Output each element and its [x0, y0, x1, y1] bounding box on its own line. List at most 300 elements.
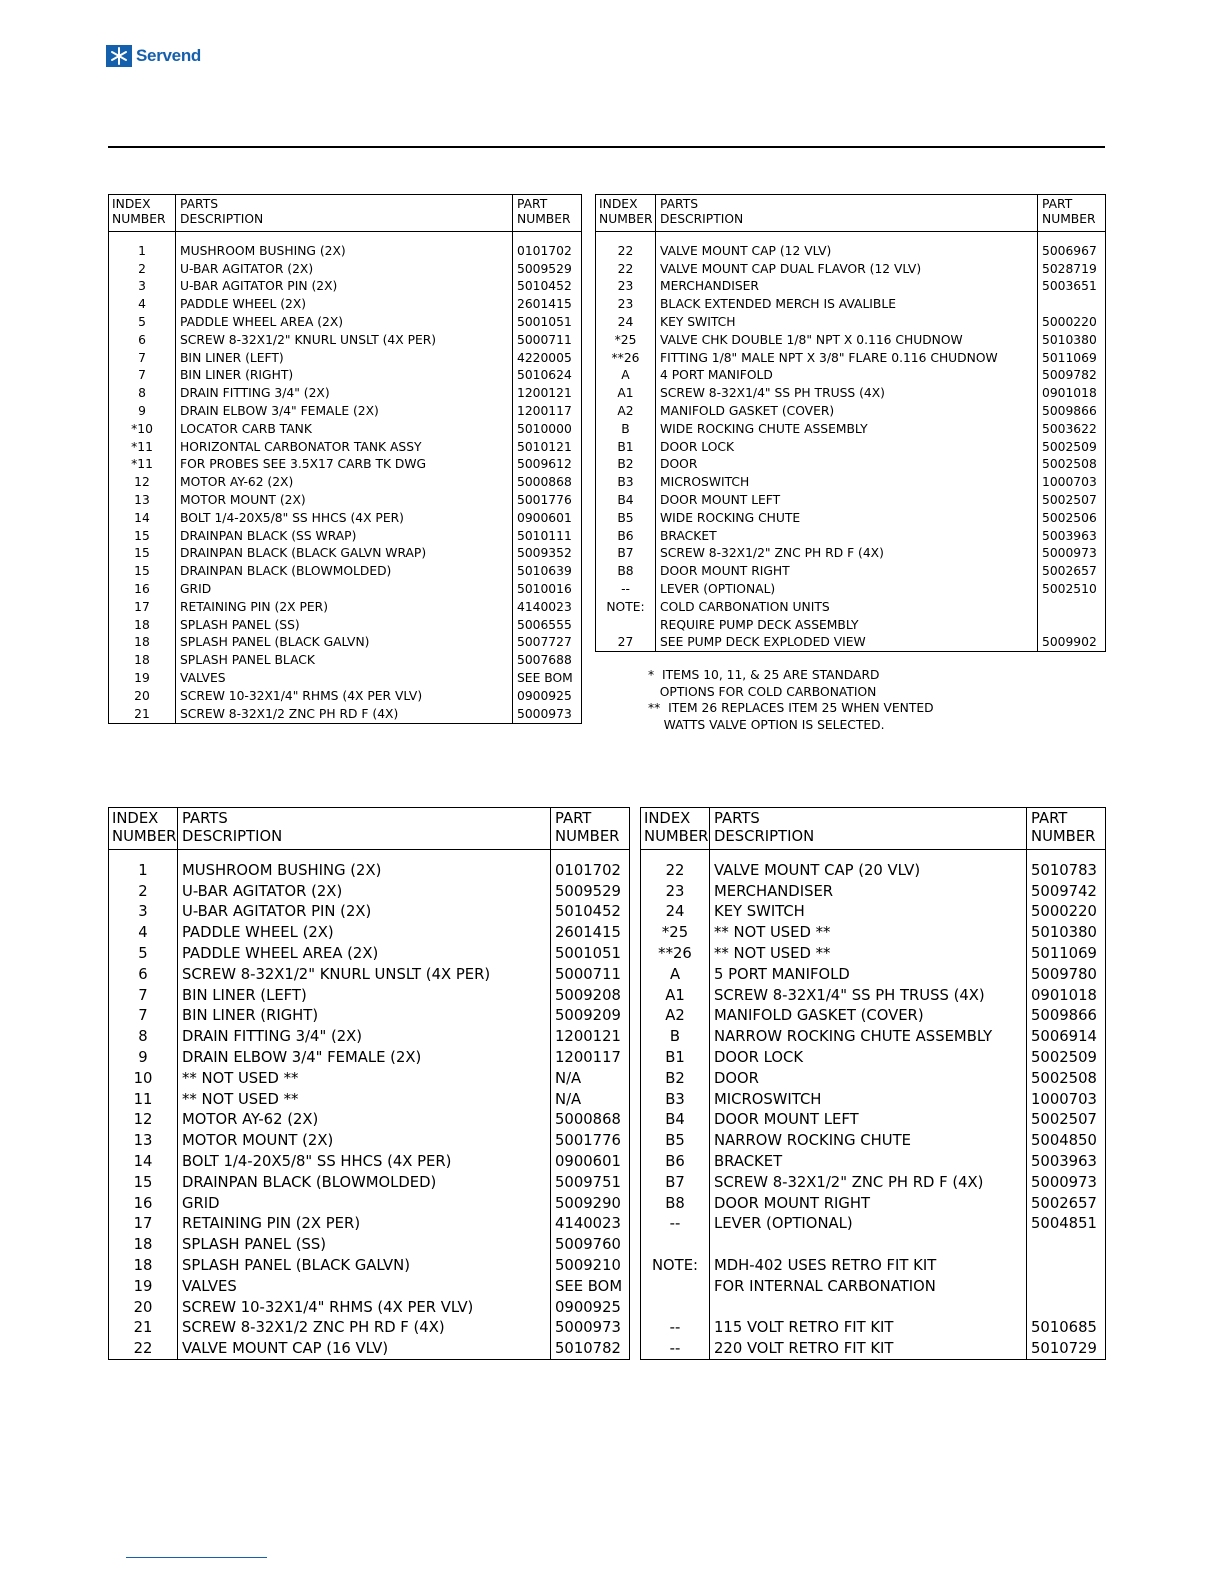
part-number-cell: 1200121 — [517, 386, 572, 401]
index-number-cell: B4 — [641, 1110, 710, 1131]
part-number-cell: 5000973 — [517, 706, 572, 721]
description-cell: DRAIN FITTING 3/4" (2X) — [176, 384, 513, 402]
description-cell: 220 VOLT RETRO FIT KIT — [710, 1338, 1027, 1359]
table-row — [109, 260, 582, 278]
table-row — [641, 1026, 1106, 1047]
table-row — [596, 260, 1106, 278]
index-number-cell: B4 — [596, 491, 656, 509]
part-number-cell: 5010111 — [517, 528, 572, 543]
index-number-cell: B7 — [641, 1172, 710, 1193]
part-number-cell: 5010685 — [1031, 1319, 1097, 1337]
servend-logo — [106, 45, 201, 67]
table-row — [596, 278, 1106, 296]
part-number-cell: 5010452 — [555, 903, 621, 921]
brand-name: Servend — [136, 46, 201, 65]
part-number-cell: 5010121 — [517, 439, 572, 454]
index-number-cell: 5 — [109, 313, 176, 331]
part-number-cell: 5000973 — [1042, 546, 1097, 561]
part-number-cell — [1027, 1276, 1106, 1297]
table-row — [109, 1255, 630, 1276]
table-row — [109, 349, 582, 367]
index-number-cell — [641, 1234, 710, 1255]
description-cell: RETAINING PIN (2X PER) — [178, 1214, 551, 1235]
description-cell: DRAIN FITTING 3/4" (2X) — [178, 1026, 551, 1047]
description-cell: HORIZONTAL CARBONATOR TANK ASSY — [176, 438, 513, 456]
description-cell: U-BAR AGITATOR (2X) — [176, 260, 513, 278]
index-number-cell: 19 — [109, 1276, 178, 1297]
table-row — [109, 1234, 630, 1255]
description-cell: DOOR MOUNT LEFT — [710, 1110, 1027, 1131]
part-number-cell: 5009866 — [1042, 404, 1097, 419]
index-number-cell: 14 — [109, 1151, 178, 1172]
description-cell: LEVER (OPTIONAL) — [710, 1214, 1027, 1235]
index-number-cell: B5 — [596, 509, 656, 527]
description-cell: SCREW 8-32X1/4" SS PH TRUSS (4X) — [710, 985, 1027, 1006]
table-row — [109, 562, 582, 580]
index-number-cell: -- — [641, 1214, 710, 1235]
index-number-cell: A1 — [596, 384, 656, 402]
table-row — [109, 384, 582, 402]
description-cell: 115 VOLT RETRO FIT KIT — [710, 1318, 1027, 1339]
part-number-cell: 5010380 — [1031, 924, 1097, 942]
part-number-cell: 5003622 — [1042, 421, 1097, 436]
table-row — [109, 964, 630, 985]
table-row — [109, 1151, 630, 1172]
part-number-cell: 2601415 — [517, 297, 572, 312]
note-1-line-2: OPTIONS FOR COLD CARBONATION — [648, 684, 877, 699]
description-cell: MANIFOLD GASKET (COVER) — [656, 402, 1038, 420]
description-cell: SCREW 10-32X1/4" RHMS (4X PER VLV) — [178, 1297, 551, 1318]
index-number-cell: 22 — [109, 1338, 178, 1359]
part-number-header: PART NUMBER — [1038, 195, 1106, 232]
description-cell: MANIFOLD GASKET (COVER) — [710, 1006, 1027, 1027]
table-row — [109, 456, 582, 474]
parts-table-3 — [108, 807, 630, 1360]
part-number-cell: 5009612 — [517, 457, 572, 472]
table-row — [109, 545, 582, 563]
part-number-cell: 5009902 — [1042, 635, 1097, 650]
part-number-cell: 5010624 — [517, 368, 572, 383]
part-number-cell: 5000220 — [1042, 315, 1097, 330]
table-row — [641, 1006, 1106, 1027]
part-number-cell: 5011069 — [1042, 350, 1097, 365]
table-row — [641, 1089, 1106, 1110]
description-cell: NARROW ROCKING CHUTE ASSEMBLY — [710, 1026, 1027, 1047]
part-number-cell: 5001776 — [555, 1132, 621, 1150]
table-row — [641, 1130, 1106, 1151]
description-cell: FITTING 1/8" MALE NPT X 3/8" FLARE 0.116 CHUDNOW — [656, 349, 1038, 367]
part-number-cell: 1200117 — [555, 1049, 621, 1067]
description-cell: KEY SWITCH — [710, 902, 1027, 923]
description-cell: 5 PORT MANIFOLD — [710, 964, 1027, 985]
index-number-cell: **26 — [641, 943, 710, 964]
index-number-cell: 10 — [109, 1068, 178, 1089]
part-number-cell: 4140023 — [555, 1215, 621, 1233]
index-number-cell: *11 — [109, 438, 176, 456]
note-2-line-2: WATTS VALVE OPTION IS SELECTED. — [648, 717, 885, 732]
part-number-cell: 5028719 — [1042, 261, 1097, 276]
table-row — [109, 1276, 630, 1297]
part-number-cell — [1038, 616, 1106, 634]
description-cell: MERCHANDISER — [656, 278, 1038, 296]
table-row — [109, 367, 582, 385]
table-row — [596, 232, 1106, 260]
description-cell: WIDE ROCKING CHUTE — [656, 509, 1038, 527]
description-cell: DRAINPAN BLACK (SS WRAP) — [176, 527, 513, 545]
description-cell: U-BAR AGITATOR (2X) — [178, 881, 551, 902]
index-number-cell: B5 — [641, 1130, 710, 1151]
index-number-cell: B7 — [596, 545, 656, 563]
table-row — [641, 985, 1106, 1006]
table-row — [109, 1318, 630, 1339]
part-number-cell: 5007727 — [517, 635, 572, 650]
part-number-cell: 5011069 — [1031, 945, 1097, 963]
index-number-cell: 24 — [596, 313, 656, 331]
index-number-cell: B8 — [596, 562, 656, 580]
description-cell: DOOR LOCK — [656, 438, 1038, 456]
parts-table-4 — [640, 807, 1106, 1360]
index-number-cell: 9 — [109, 402, 176, 420]
part-number-cell: 5002510 — [1042, 582, 1097, 597]
table-row — [109, 902, 630, 923]
description-cell: PADDLE WHEEL (2X) — [176, 295, 513, 313]
part-number-cell: 5010000 — [517, 421, 572, 436]
index-number-cell: *10 — [109, 420, 176, 438]
index-number-cell: 6 — [109, 331, 176, 349]
part-number-cell: 5009866 — [1031, 1007, 1097, 1025]
table-header-row — [109, 808, 630, 850]
table-row — [109, 850, 630, 881]
description-cell: COLD CARBONATION UNITS — [656, 598, 1038, 616]
description-cell: MDH-402 USES RETRO FIT KIT — [710, 1255, 1027, 1276]
table-row — [596, 509, 1106, 527]
description-cell: FOR PROBES SEE 3.5X17 CARB TK DWG — [176, 456, 513, 474]
index-number-cell: A2 — [596, 402, 656, 420]
index-number-cell: 17 — [109, 1214, 178, 1235]
index-number-cell: B1 — [641, 1047, 710, 1068]
table-row — [109, 1130, 630, 1151]
index-number-cell: -- — [596, 580, 656, 598]
part-number-cell: 5000868 — [517, 475, 572, 490]
description-cell: VALVE CHK DOUBLE 1/8" NPT X 0.116 CHUDNOW — [656, 331, 1038, 349]
index-number-cell: 7 — [109, 985, 178, 1006]
part-number-cell: 5009742 — [1031, 882, 1097, 900]
part-number-cell: 5006914 — [1031, 1028, 1097, 1046]
part-number-cell: 5009782 — [1042, 368, 1097, 383]
description-cell: SPLASH PANEL (BLACK GALVN) — [176, 634, 513, 652]
index-number-cell: 11 — [109, 1089, 178, 1110]
part-number-cell: 5009780 — [1031, 965, 1097, 983]
index-number-cell: 5 — [109, 943, 178, 964]
description-cell: MICROSWITCH — [656, 473, 1038, 491]
part-number-cell: 0101702 — [555, 861, 621, 879]
description-cell: VALVES — [176, 669, 513, 687]
table-row — [109, 1172, 630, 1193]
index-number-cell: 6 — [109, 964, 178, 985]
description-cell: GRID — [176, 580, 513, 598]
index-number-cell: 18 — [109, 1234, 178, 1255]
description-cell: SCREW 8-32X1/2" KNURL UNSLT (4X PER) — [176, 331, 513, 349]
description-cell: DRAINPAN BLACK (BLOWMOLDED) — [178, 1172, 551, 1193]
index-number-cell: 23 — [596, 278, 656, 296]
index-number-cell: 7 — [109, 349, 176, 367]
description-cell: PADDLE WHEEL AREA (2X) — [176, 313, 513, 331]
description-cell: DOOR MOUNT RIGHT — [656, 562, 1038, 580]
index-number-cell: 21 — [109, 705, 176, 723]
description-cell: ** NOT USED ** — [178, 1089, 551, 1110]
part-number-cell: 5006967 — [1042, 243, 1097, 258]
index-number-cell: 18 — [109, 616, 176, 634]
description-cell: BIN LINER (LEFT) — [178, 985, 551, 1006]
index-number-cell: *11 — [109, 456, 176, 474]
part-number-cell: SEE BOM — [555, 1277, 623, 1295]
description-cell: WIDE ROCKING CHUTE ASSEMBLY — [656, 420, 1038, 438]
index-number-cell — [641, 1276, 710, 1297]
index-number-cell: 24 — [641, 902, 710, 923]
index-number-cell: 15 — [109, 1172, 178, 1193]
footer-rule — [126, 1557, 267, 1558]
index-number-header: INDEX NUMBER — [109, 808, 178, 850]
part-number-cell: 0900925 — [517, 688, 572, 703]
table-row — [641, 902, 1106, 923]
part-number-cell: 5009760 — [555, 1236, 621, 1254]
part-number-cell: 5000973 — [555, 1319, 621, 1337]
index-number-cell: 19 — [109, 669, 176, 687]
table-row — [596, 562, 1106, 580]
part-number-cell: 5010783 — [1031, 861, 1097, 879]
part-number-cell: 5000220 — [1031, 903, 1097, 921]
description-cell: DOOR MOUNT RIGHT — [710, 1193, 1027, 1214]
index-number-cell: -- — [641, 1318, 710, 1339]
table-row — [109, 705, 582, 723]
description-cell: LOCATOR CARB TANK — [176, 420, 513, 438]
table-header-row — [596, 195, 1106, 232]
table-row — [641, 943, 1106, 964]
table-row — [641, 1068, 1106, 1089]
table-row — [641, 1151, 1106, 1172]
part-number-cell: 5009352 — [517, 546, 572, 561]
table-row — [596, 598, 1106, 616]
index-number-cell: 23 — [596, 295, 656, 313]
part-number-cell — [1038, 295, 1106, 313]
index-number-cell: 16 — [109, 580, 176, 598]
part-number-cell — [1027, 1255, 1106, 1276]
table-row — [109, 922, 630, 943]
index-number-cell: 3 — [109, 902, 178, 923]
index-number-cell: B6 — [641, 1151, 710, 1172]
index-number-cell: 15 — [109, 545, 176, 563]
table-row — [641, 1110, 1106, 1131]
description-cell: DOOR — [656, 456, 1038, 474]
table-row — [641, 1297, 1106, 1318]
index-number-cell: 15 — [109, 562, 176, 580]
index-number-cell: 16 — [109, 1193, 178, 1214]
description-cell: BOLT 1/4-20X5/8" SS HHCS (4X PER) — [178, 1151, 551, 1172]
description-cell: SPLASH PANEL (SS) — [178, 1234, 551, 1255]
table-row — [109, 1089, 630, 1110]
parts-description-header: PARTS DESCRIPTION — [176, 195, 513, 232]
description-cell: KEY SWITCH — [656, 313, 1038, 331]
description-cell: DOOR LOCK — [710, 1047, 1027, 1068]
index-number-cell: B8 — [641, 1193, 710, 1214]
index-number-cell: *25 — [641, 922, 710, 943]
part-number-cell: 5000868 — [555, 1111, 621, 1129]
table-row — [596, 331, 1106, 349]
description-cell: LEVER (OPTIONAL) — [656, 580, 1038, 598]
index-number-cell: 8 — [109, 1026, 178, 1047]
part-number-cell: 5002508 — [1031, 1069, 1097, 1087]
index-number-cell: 22 — [596, 232, 656, 260]
table-row — [109, 1068, 630, 1089]
part-number-cell: 5009208 — [555, 986, 621, 1004]
index-number-cell: B3 — [596, 473, 656, 491]
table-row — [109, 580, 582, 598]
index-number-cell: 4 — [109, 295, 176, 313]
part-number-cell: 0101702 — [517, 243, 572, 258]
part-number-cell: 5006555 — [517, 617, 572, 632]
parts-description-header: PARTS DESCRIPTION — [656, 195, 1038, 232]
index-number-cell: 15 — [109, 527, 176, 545]
part-number-cell: 1200121 — [555, 1028, 621, 1046]
description-cell: DRAIN ELBOW 3/4" FEMALE (2X) — [178, 1047, 551, 1068]
table-row — [109, 331, 582, 349]
parts-description-header: PARTS DESCRIPTION — [178, 808, 551, 850]
index-number-cell: 22 — [641, 850, 710, 881]
index-number-cell: A2 — [641, 1006, 710, 1027]
table-row — [641, 850, 1106, 881]
table-row — [596, 349, 1106, 367]
part-number-cell: 5002507 — [1042, 493, 1097, 508]
table-row — [109, 687, 582, 705]
index-number-cell: 1 — [109, 232, 176, 260]
table-row — [109, 598, 582, 616]
table-row — [109, 881, 630, 902]
part-number-cell: 5000711 — [555, 965, 621, 983]
table-row — [641, 1255, 1106, 1276]
index-number-cell: B — [596, 420, 656, 438]
description-cell: DRAINPAN BLACK (BLOWMOLDED) — [176, 562, 513, 580]
index-number-cell: -- — [641, 1338, 710, 1359]
index-number-cell: NOTE: — [641, 1255, 710, 1276]
index-number-cell: B2 — [641, 1068, 710, 1089]
part-number-cell: 5002509 — [1031, 1049, 1097, 1067]
part-number-cell: 0901018 — [1042, 386, 1097, 401]
part-number-cell: 5009751 — [555, 1173, 621, 1191]
part-number-cell: 5001051 — [517, 315, 572, 330]
description-cell: RETAINING PIN (2X PER) — [176, 598, 513, 616]
table-row — [596, 616, 1106, 634]
description-cell: SPLASH PANEL (BLACK GALVN) — [178, 1255, 551, 1276]
description-cell — [710, 1234, 1027, 1255]
table-row — [641, 1276, 1106, 1297]
table-row — [596, 313, 1106, 331]
description-cell: MERCHANDISER — [710, 881, 1027, 902]
part-number-cell: 0900601 — [517, 510, 572, 525]
description-cell: DRAIN ELBOW 3/4" FEMALE (2X) — [176, 402, 513, 420]
table-row — [109, 1026, 630, 1047]
part-number-cell: 5010016 — [517, 582, 572, 597]
table-row — [596, 367, 1106, 385]
table-row — [109, 509, 582, 527]
table-row — [641, 1172, 1106, 1193]
header-divider — [108, 146, 1105, 148]
part-number-cell: 5003963 — [1042, 528, 1097, 543]
table-row — [596, 473, 1106, 491]
part-number-cell: 0900601 — [555, 1153, 621, 1171]
part-number-cell: 1000703 — [1042, 475, 1097, 490]
table-row — [109, 402, 582, 420]
part-number-header: PART NUMBER — [513, 195, 582, 232]
index-number-cell: A — [596, 367, 656, 385]
part-number-cell: 5009529 — [517, 261, 572, 276]
index-number-cell: 12 — [109, 473, 176, 491]
table-row — [109, 1297, 630, 1318]
description-cell: SCREW 10-32X1/4" RHMS (4X PER VLV) — [176, 687, 513, 705]
table-row — [109, 278, 582, 296]
part-number-cell: 1000703 — [1031, 1090, 1097, 1108]
index-number-cell: 14 — [109, 509, 176, 527]
table-row — [596, 384, 1106, 402]
table-row — [109, 943, 630, 964]
part-number-cell: 5004851 — [1031, 1215, 1097, 1233]
index-number-cell: 23 — [641, 881, 710, 902]
table-row — [109, 420, 582, 438]
description-cell: ** NOT USED ** — [710, 922, 1027, 943]
parts-table-2 — [595, 194, 1106, 652]
part-number-cell: 2601415 — [555, 924, 621, 942]
index-number-cell: 2 — [109, 881, 178, 902]
description-cell: MICROSWITCH — [710, 1089, 1027, 1110]
table-row — [109, 313, 582, 331]
index-number-cell: A1 — [641, 985, 710, 1006]
part-number-cell: 0901018 — [1031, 986, 1097, 1004]
description-cell: VALVE MOUNT CAP (12 VLV) — [656, 232, 1038, 260]
index-number-cell: 20 — [109, 687, 176, 705]
table-row — [641, 1214, 1106, 1235]
index-number-header: INDEX NUMBER — [641, 808, 710, 850]
table-header-row — [109, 195, 582, 232]
table-row — [641, 1318, 1106, 1339]
description-cell: BLACK EXTENDED MERCH IS AVALIBLE — [656, 295, 1038, 313]
table-row — [109, 1110, 630, 1131]
description-cell: MUSHROOM BUSHING (2X) — [176, 232, 513, 260]
table-row — [596, 545, 1106, 563]
description-cell: BOLT 1/4-20X5/8" SS HHCS (4X PER) — [176, 509, 513, 527]
part-number-cell: 5002507 — [1031, 1111, 1097, 1129]
part-number-cell: 5003963 — [1031, 1153, 1097, 1171]
table-row — [109, 491, 582, 509]
parts-table-1 — [108, 194, 582, 724]
table-row — [596, 491, 1106, 509]
part-number-cell: 5002657 — [1031, 1194, 1097, 1212]
description-cell: MOTOR MOUNT (2X) — [176, 491, 513, 509]
description-cell: SCREW 8-32X1/2 ZNC PH RD F (4X) — [176, 705, 513, 723]
table-row — [641, 922, 1106, 943]
part-number-cell: 5001051 — [555, 945, 621, 963]
table-row — [596, 438, 1106, 456]
table-row — [109, 473, 582, 491]
part-number-cell: 5009209 — [555, 1007, 621, 1025]
index-number-cell — [596, 616, 656, 634]
description-cell: BRACKET — [656, 527, 1038, 545]
part-number-cell: 0900925 — [555, 1298, 621, 1316]
table-row — [596, 295, 1106, 313]
description-cell: SEE PUMP DECK EXPLODED VIEW — [656, 634, 1038, 652]
table-row — [109, 616, 582, 634]
description-cell: SCREW 8-32X1/2" ZNC PH RD F (4X) — [656, 545, 1038, 563]
table-row — [641, 1193, 1106, 1214]
part-number-header: PART NUMBER — [1027, 808, 1106, 850]
